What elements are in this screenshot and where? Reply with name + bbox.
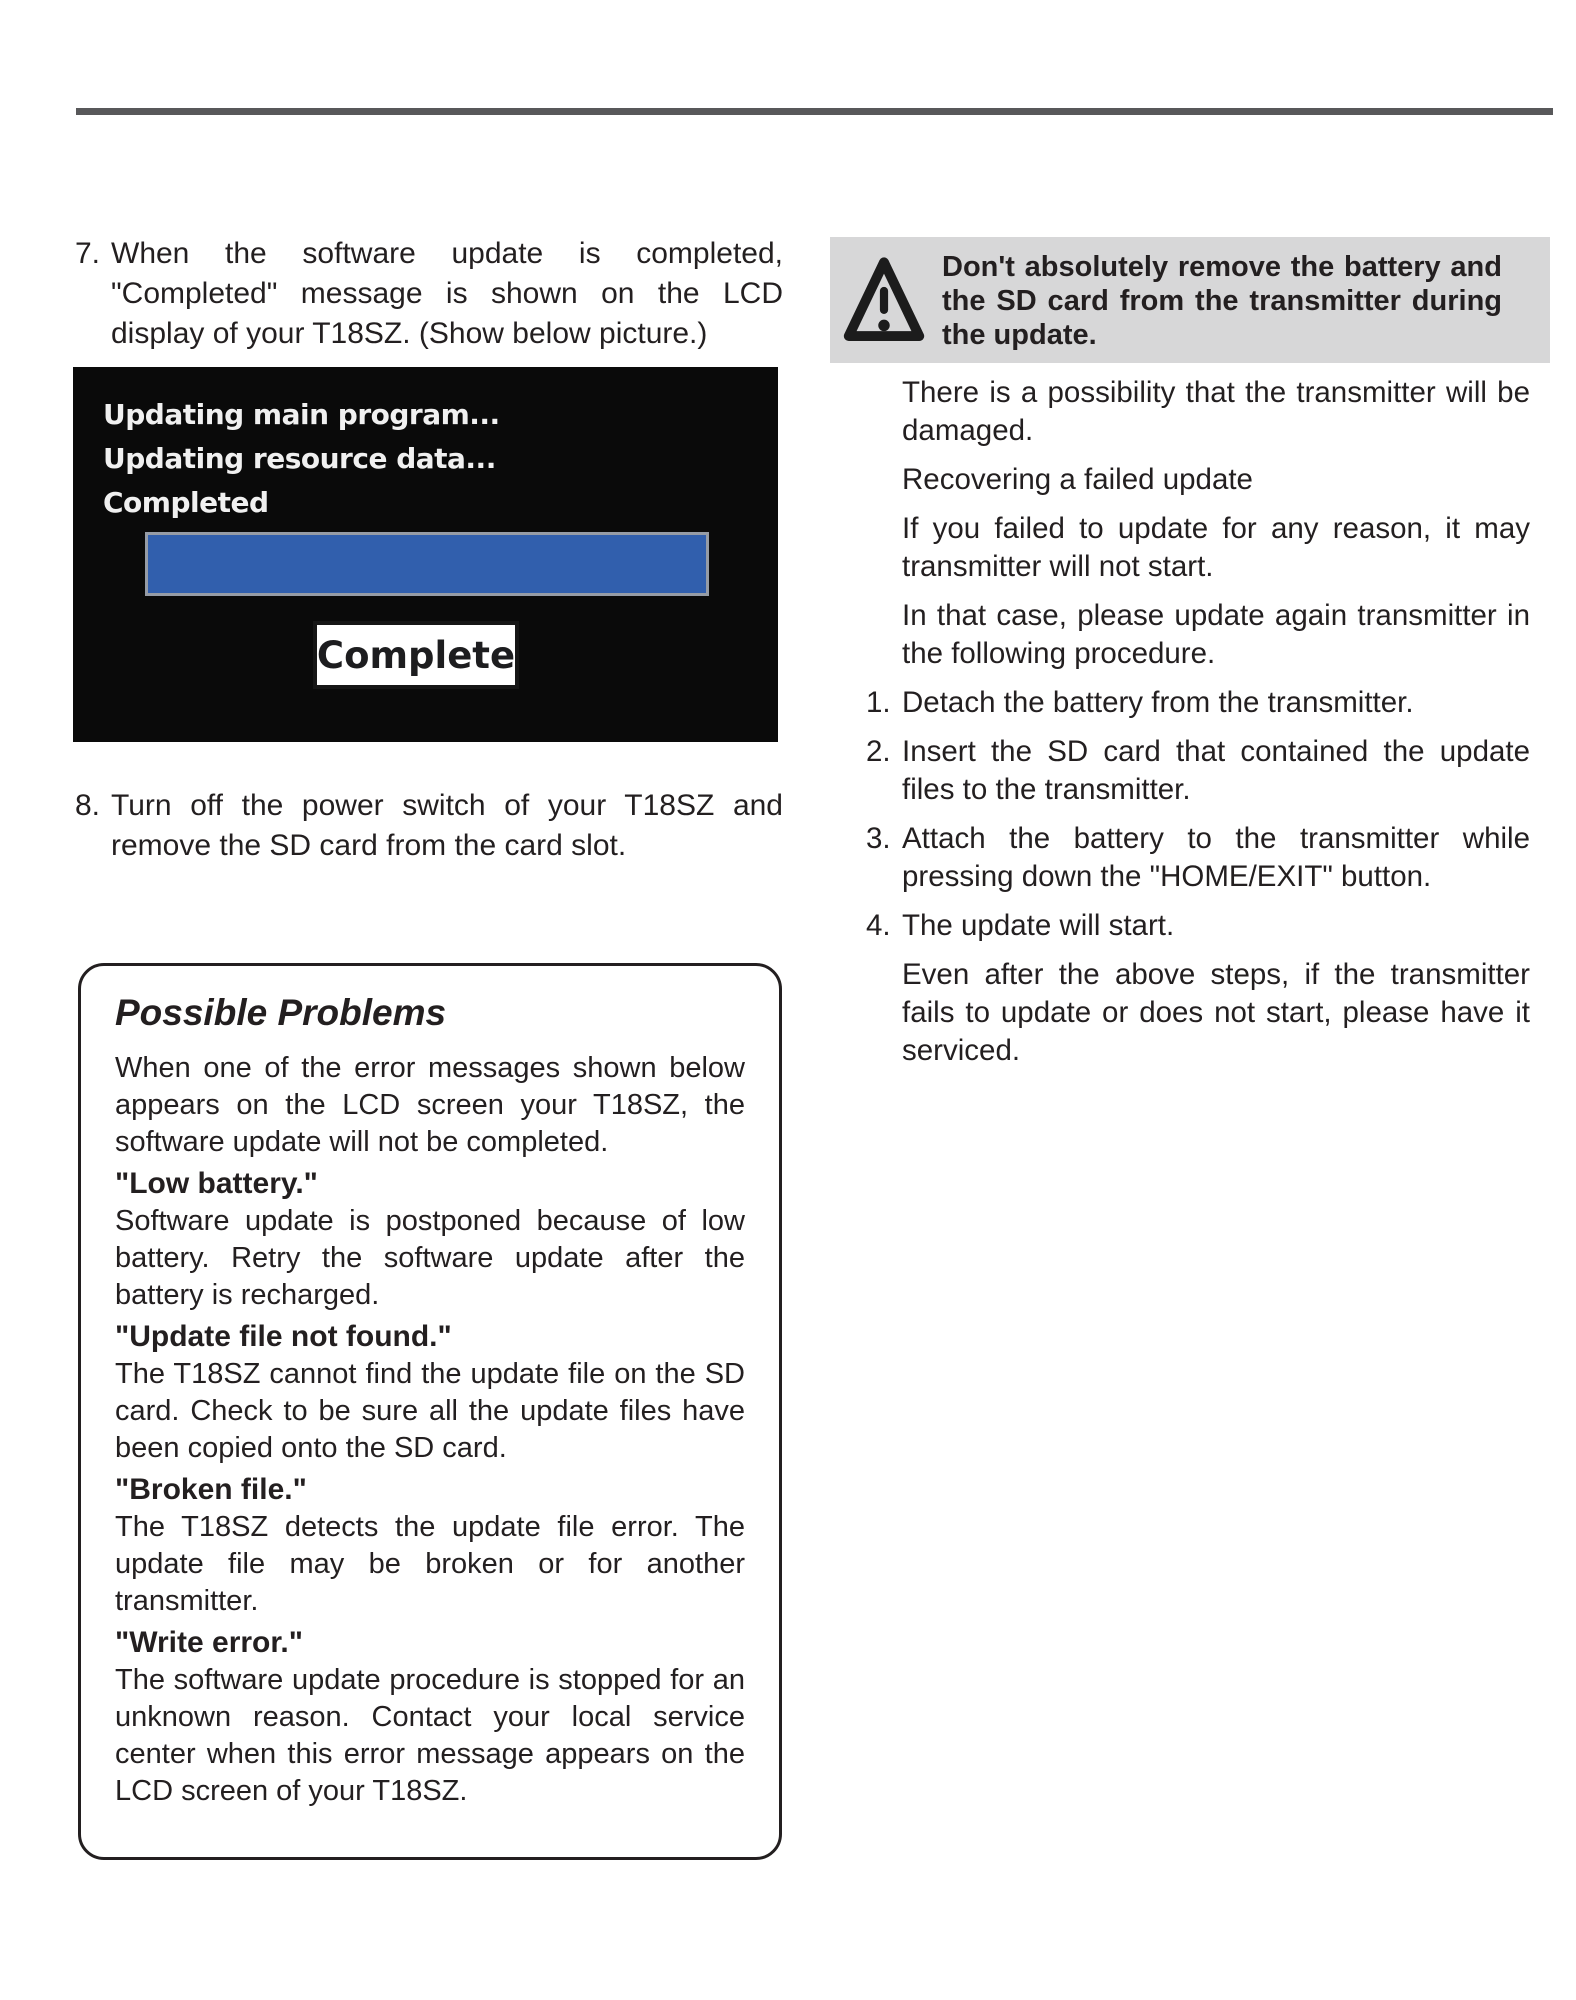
top-rule: [76, 108, 1553, 115]
recovery-step-3-text: Attach the battery to the transmitter while pressing down the "HOME/EXIT" button.: [902, 822, 1530, 893]
paragraph-recovering: Recovering a failed update: [902, 463, 1253, 496]
error-heading-low-battery: "Low battery.": [115, 1167, 318, 1200]
error-body-low-battery: Software update is postponed because of low battery. Retry the software update after the battery is recharged.: [115, 1205, 745, 1311]
recovery-step-4-number: 4.: [866, 909, 891, 942]
recovery-step-2: [830, 733, 1530, 809]
error-body-file-not-found: The T18SZ cannot find the update file on the SD card. Check to be sure all the update files have been copied onto the SD card.: [115, 1358, 745, 1464]
lcd-status-line-3: Completed: [103, 486, 269, 519]
possible-problems-box: [78, 963, 782, 1860]
recovery-step-1-number: 1.: [866, 686, 891, 719]
paragraph-damage: There is a possibility that the transmitter will be damaged.: [902, 376, 1530, 447]
right-column: [830, 374, 1530, 1081]
warning-text: Don't absolutely remove the battery and the SD card from the transmitter during the update.: [942, 251, 1502, 351]
step-7-paragraph: [75, 234, 783, 354]
paragraph-serviced: Even after the above steps, if the transmitter fails to update or does not start, please have it serviced.: [902, 958, 1530, 1067]
lcd-status-lines: [103, 393, 500, 525]
recovery-step-4: [830, 907, 1530, 945]
recovery-step-1: [830, 684, 1530, 722]
paragraph-update-again: In that case, please update again transmitter in the following procedure.: [902, 599, 1530, 670]
step-7-text: When the software update is completed, "Completed" message is shown on the LCD display of your T18SZ. (Show below picture.): [111, 237, 783, 350]
progress-bar: [145, 532, 709, 596]
lcd-status-line-1: Updating main program...: [103, 398, 500, 431]
step-8-paragraph: [75, 786, 783, 866]
recovery-step-2-number: 2.: [866, 735, 891, 768]
error-heading-broken-file: "Broken file.": [115, 1473, 307, 1506]
recovery-step-2-text: Insert the SD card that contained the update files to the transmitter.: [902, 735, 1530, 806]
possible-problems-title: Possible Problems: [115, 992, 447, 1033]
warning-triangle-icon: [843, 250, 925, 350]
step-7-number: 7.: [75, 237, 101, 270]
lcd-screenshot: [73, 367, 778, 742]
recovery-step-3-number: 3.: [866, 822, 891, 855]
possible-problems-intro: When one of the error messages shown below appears on the LCD screen your T18SZ, the software update will not be completed.: [115, 1052, 745, 1158]
recovery-step-4-text: The update will start.: [902, 909, 1175, 942]
recovery-step-1-text: Detach the battery from the transmitter.: [902, 686, 1414, 719]
warning-box: [830, 237, 1550, 363]
lcd-status-line-2: Updating resource data...: [103, 442, 496, 475]
error-heading-write-error: "Write error.": [115, 1626, 303, 1659]
step-8-number: 8.: [75, 789, 101, 822]
complete-button: Complete: [313, 621, 519, 689]
paragraph-failed-update: If you failed to update for any reason, it may transmitter will not start.: [902, 512, 1530, 583]
recovery-step-3: [830, 820, 1530, 896]
step-8-text: Turn off the power switch of your T18SZ and remove the SD card from the card slot.: [111, 789, 783, 862]
error-heading-file-not-found: "Update file not found.": [115, 1320, 452, 1353]
error-body-broken-file: The T18SZ detects the update file error. The update file may be broken or for another transmitter.: [115, 1511, 745, 1617]
error-body-write-error: The software update procedure is stopped for an unknown reason. Contact your local service center when this error message appears on the LCD screen of your T18SZ.: [115, 1664, 745, 1807]
